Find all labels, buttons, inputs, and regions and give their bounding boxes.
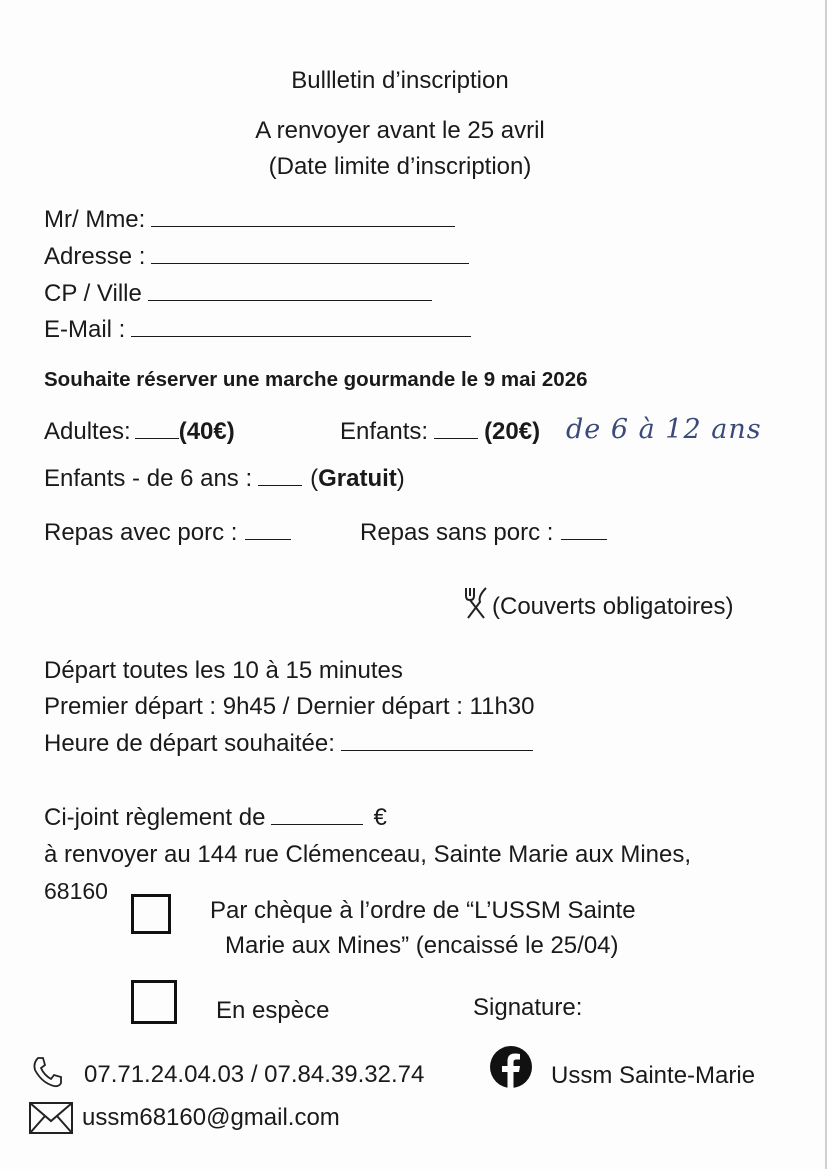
adults-field[interactable] (44, 417, 235, 447)
cutlery-icon (462, 586, 492, 620)
cheque-line-1: Par chèque à l’ordre de “L’USSM Sainte (210, 897, 636, 924)
under6-field[interactable] (44, 464, 405, 494)
city-line (148, 299, 432, 301)
under6-close: ) (396, 465, 405, 492)
under6-label: Enfants - de 6 ans : (44, 465, 253, 492)
under6-open: ( (310, 465, 319, 492)
city-label: CP / Ville (44, 280, 142, 307)
form-title: Bullletin d’inscription (291, 67, 509, 94)
deadline-note: (Date limite d’inscription) (268, 153, 532, 180)
facebook-page: Ussm Sainte-Marie (551, 1062, 756, 1089)
email-field[interactable] (44, 315, 471, 345)
phone-icon (30, 1054, 66, 1095)
amount-label: Ci-joint règlement de (44, 804, 266, 831)
phone-numbers: 07.71.24.04.03 / 07.84.39.32.74 (84, 1061, 425, 1088)
meal-pork-field[interactable] (44, 518, 291, 548)
preferred-time-field[interactable] (44, 729, 533, 759)
children-line (434, 437, 478, 439)
children-label: Enfants: (340, 418, 429, 445)
name-line (151, 225, 455, 227)
preferred-time-label: Heure de départ souhaitée: (44, 730, 335, 757)
adults-price: (40€) (178, 418, 235, 445)
cutlery-note (462, 586, 733, 622)
meal-pork-line (245, 538, 291, 540)
adults-label: Adultes: (44, 418, 131, 445)
email-label: E-Mail : (44, 316, 126, 343)
meal-no-pork-field[interactable] (360, 518, 607, 548)
meal-pork-label: Repas avec porc : (44, 519, 238, 546)
amount-currency: € (373, 804, 387, 831)
amount-line (271, 823, 363, 825)
mail-address: à renvoyer au 144 rue Clémenceau, Sainte Marie aux Mines, (44, 841, 692, 868)
name-field[interactable] (44, 205, 455, 235)
contact-email: ussm68160@gmail.com (82, 1104, 340, 1131)
cash-checkbox[interactable] (131, 980, 177, 1024)
signature-label: Signature: (473, 994, 583, 1021)
meal-no-pork-line (561, 538, 607, 540)
children-field[interactable] (340, 417, 540, 447)
cutlery-text: (Couverts obligatoires) (492, 593, 734, 620)
adults-line (135, 437, 179, 439)
deadline: A renvoyer avant le 25 avril (255, 117, 545, 144)
children-price: (20€) (484, 418, 541, 445)
address-field[interactable] (44, 242, 469, 272)
under6-line (258, 484, 302, 486)
under6-price: Gratuit (318, 465, 397, 492)
facebook-icon (489, 1045, 533, 1094)
meal-no-pork-label: Repas sans porc : (360, 519, 554, 546)
cheque-checkbox[interactable] (131, 894, 171, 934)
address-label: Adresse : (44, 243, 146, 270)
cash-label: En espèce (216, 997, 330, 1024)
children-age-handwritten: de 6 à 12 ans (566, 414, 762, 445)
city-field[interactable] (44, 279, 432, 309)
cheque-line-2: Marie aux Mines” (encaissé le 25/04) (225, 932, 619, 959)
departure-times: Premier départ : 9h45 / Dernier départ : 11h30 (44, 693, 535, 720)
postcode: 68160 (44, 878, 108, 904)
address-line (151, 262, 469, 264)
departure-frequency: Départ toutes les 10 à 15 minutes (44, 657, 403, 684)
preferred-time-line (341, 749, 533, 751)
name-label: Mr/ Mme: (44, 206, 146, 233)
amount-field[interactable] (44, 803, 387, 833)
email-line (131, 335, 471, 337)
mail-icon (28, 1100, 74, 1141)
reservation-heading: Souhaite réserver une marche gourmande le 9 mai 2026 (44, 368, 588, 391)
